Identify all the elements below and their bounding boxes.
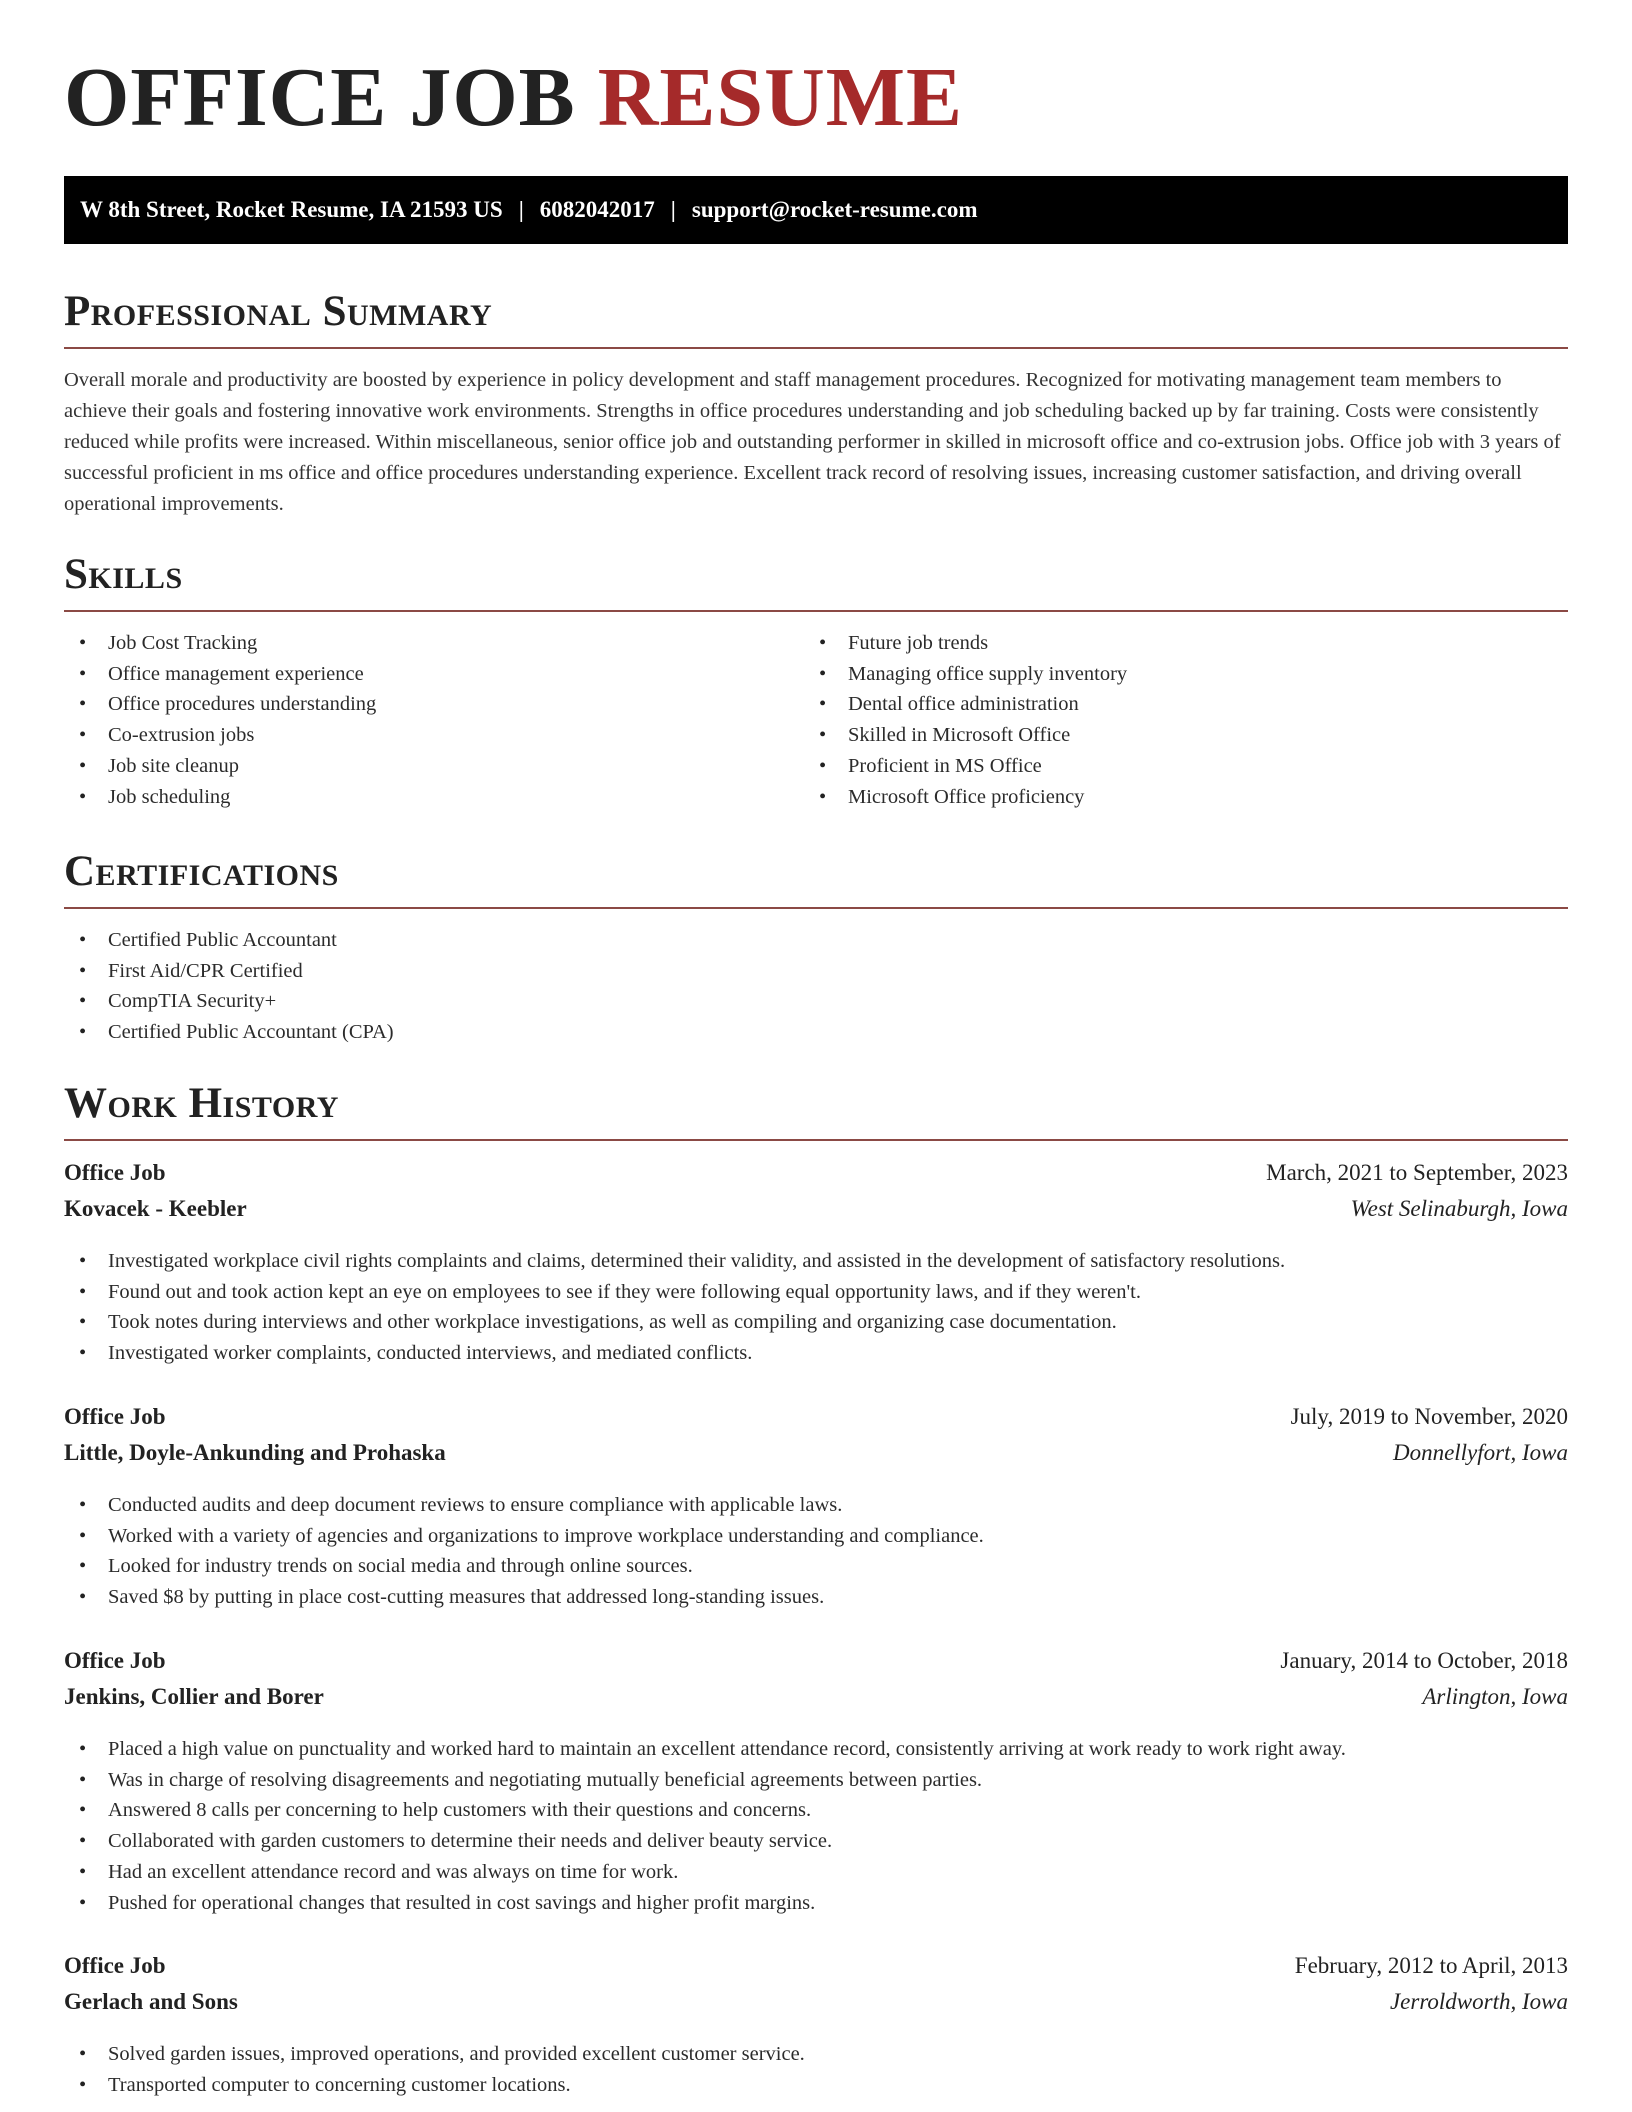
- job-bullet: • Conducted audits and deep document reviews to ensure compliance with applicable laws.: [64, 1490, 1568, 1521]
- section-divider: [64, 907, 1568, 909]
- job-bullet: • Investigated workplace civil rights complaints and claims, determined their validity, and assisted in the development of satisfactory resolutions.: [64, 1246, 1568, 1277]
- job-dates: July, 2019 to November, 2020: [1290, 1404, 1568, 1429]
- skill-item: • Skilled in Microsoft Office: [804, 720, 1544, 751]
- job-bullet: • Placed a high value on punctuality and worked hard to maintain an excellent attendance record, consistently arriving at work ready to work right away.: [64, 1734, 1568, 1765]
- job-bullet-list: [64, 1734, 1568, 1918]
- job-title: Office Job: [64, 1648, 166, 1673]
- certification-item: • Certified Public Accountant: [64, 925, 1568, 956]
- job-bullet: • Found out and took action kept an eye on employees to see if they were following equal opportunity laws, and if they weren't.: [64, 1277, 1568, 1308]
- certification-item: • Certified Public Accountant (CPA): [64, 1017, 1568, 1048]
- certifications-section: [64, 850, 1568, 1048]
- job-location: Donnellyfort, Iowa: [1392, 1440, 1568, 1465]
- title-accent: RESUME: [597, 51, 964, 144]
- job-bullet: • Collaborated with garden customers to determine their needs and deliver beauty service.: [64, 1826, 1568, 1857]
- job-bullet: • Took notes during interviews and other workplace investigations, as well as compiling and organizing case documentation.: [64, 1307, 1568, 1338]
- job-bullet: • Pushed for operational changes that resulted in cost savings and higher profit margins.: [64, 1888, 1568, 1919]
- skills-list-right: [804, 628, 1544, 812]
- work-history-heading: Work History: [64, 1080, 339, 1127]
- skills-heading: Skills: [64, 551, 183, 598]
- job-location: Jerroldworth, Iowa: [1389, 1989, 1568, 2014]
- job-dates: February, 2012 to April, 2013: [1294, 1953, 1568, 1978]
- title-main: OFFICE JOB: [64, 51, 576, 144]
- skill-item: • Managing office supply inventory: [804, 659, 1544, 690]
- work-history-section: [64, 1082, 1568, 1141]
- section-divider: [64, 347, 1568, 349]
- job-title: Office Job: [64, 1160, 166, 1185]
- job-company: Little, Doyle-Ankunding and Prohaska: [64, 1440, 446, 1465]
- job-company: Jenkins, Collier and Borer: [64, 1684, 324, 1709]
- skill-item: • Future job trends: [804, 628, 1544, 659]
- skill-item: • Proficient in MS Office: [804, 751, 1544, 782]
- job-bullet-list: [64, 1490, 1568, 1613]
- skill-item: • Microsoft Office proficiency: [804, 782, 1544, 813]
- job-location: West Selinaburgh, Iowa: [1350, 1196, 1568, 1221]
- job-title: Office Job: [64, 1953, 166, 1978]
- job-bullet-list: [64, 2039, 1568, 2100]
- skill-item: • Co-extrusion jobs: [64, 720, 804, 751]
- section-divider: [64, 1139, 1568, 1141]
- job-title: Office Job: [64, 1404, 166, 1429]
- skill-item: • Office procedures understanding: [64, 689, 804, 720]
- skill-item: • Job Cost Tracking: [64, 628, 804, 659]
- skill-item: • Job site cleanup: [64, 751, 804, 782]
- job-bullet: • Saved $8 by putting in place cost-cutting measures that addressed long-standing issues.: [64, 1582, 1568, 1613]
- summary-text: Overall morale and productivity are boosted by experience in policy development and staff management procedures. Recognized for motivating management team members to achieve their goals and fostering innovative work environments. Strengths in office procedures understanding and job scheduling backed up by far training. Costs were consistently reduced while profits were increased. Within miscellaneous, senior office job and outstanding performer in skilled in microsoft office and co-extrusion jobs. Office job with 3 years of successful proficient in ms office and office procedures understanding experience. Excellent track record of resolving issues, increasing customer satisfaction, and driving overall operational improvements.: [64, 369, 1561, 515]
- job-bullet: • Looked for industry trends on social media and through online sources.: [64, 1551, 1568, 1582]
- skills-list-left: [64, 628, 804, 812]
- summary-heading: Professional Summary: [64, 288, 493, 335]
- certification-item: • CompTIA Security+: [64, 986, 1568, 1017]
- job-entry: [64, 1648, 1568, 1918]
- certifications-heading: Certifications: [64, 848, 339, 895]
- job-entry: [64, 1404, 1568, 1613]
- job-entry: [64, 1953, 1568, 2100]
- job-dates: March, 2021 to September, 2023: [1266, 1160, 1568, 1185]
- contact-email: support@rocket-resume.com: [691, 197, 978, 222]
- skill-item: • Dental office administration: [804, 689, 1544, 720]
- skills-section: [64, 553, 1568, 812]
- resume-title: [64, 51, 964, 144]
- job-location: Arlington, Iowa: [1422, 1684, 1568, 1709]
- job-bullet: • Solved garden issues, improved operations, and provided excellent customer service.: [64, 2039, 1568, 2070]
- job-company: Kovacek - Keebler: [64, 1196, 247, 1221]
- skill-item: • Job scheduling: [64, 782, 804, 813]
- certification-item: • First Aid/CPR Certified: [64, 956, 1568, 987]
- summary-section: [64, 290, 1568, 520]
- contact-bar: [64, 176, 1568, 244]
- certifications-list: [64, 925, 1568, 1048]
- contact-address: W 8th Street, Rocket Resume, IA 21593 US: [80, 197, 503, 222]
- job-entry: [64, 1160, 1568, 1369]
- job-dates: January, 2014 to October, 2018: [1280, 1648, 1568, 1673]
- job-bullet: • Investigated worker complaints, conducted interviews, and mediated conflicts.: [64, 1338, 1568, 1369]
- job-company: Gerlach and Sons: [64, 1989, 238, 2014]
- job-bullet: • Worked with a variety of agencies and organizations to improve workplace understanding and compliance.: [64, 1521, 1568, 1552]
- job-bullet: • Transported computer to concerning customer locations.: [64, 2070, 1568, 2101]
- job-bullet: • Was in charge of resolving disagreements and negotiating mutually beneficial agreements between parties.: [64, 1765, 1568, 1796]
- contact-separator: |: [670, 197, 676, 222]
- skill-item: • Office management experience: [64, 659, 804, 690]
- job-bullet: • Answered 8 calls per concerning to help customers with their questions and concerns.: [64, 1795, 1568, 1826]
- job-bullet-list: [64, 1246, 1568, 1369]
- contact-phone: 6082042017: [539, 197, 655, 222]
- job-bullet: • Had an excellent attendance record and was always on time for work.: [64, 1857, 1568, 1888]
- contact-separator: |: [518, 197, 524, 222]
- section-divider: [64, 610, 1568, 612]
